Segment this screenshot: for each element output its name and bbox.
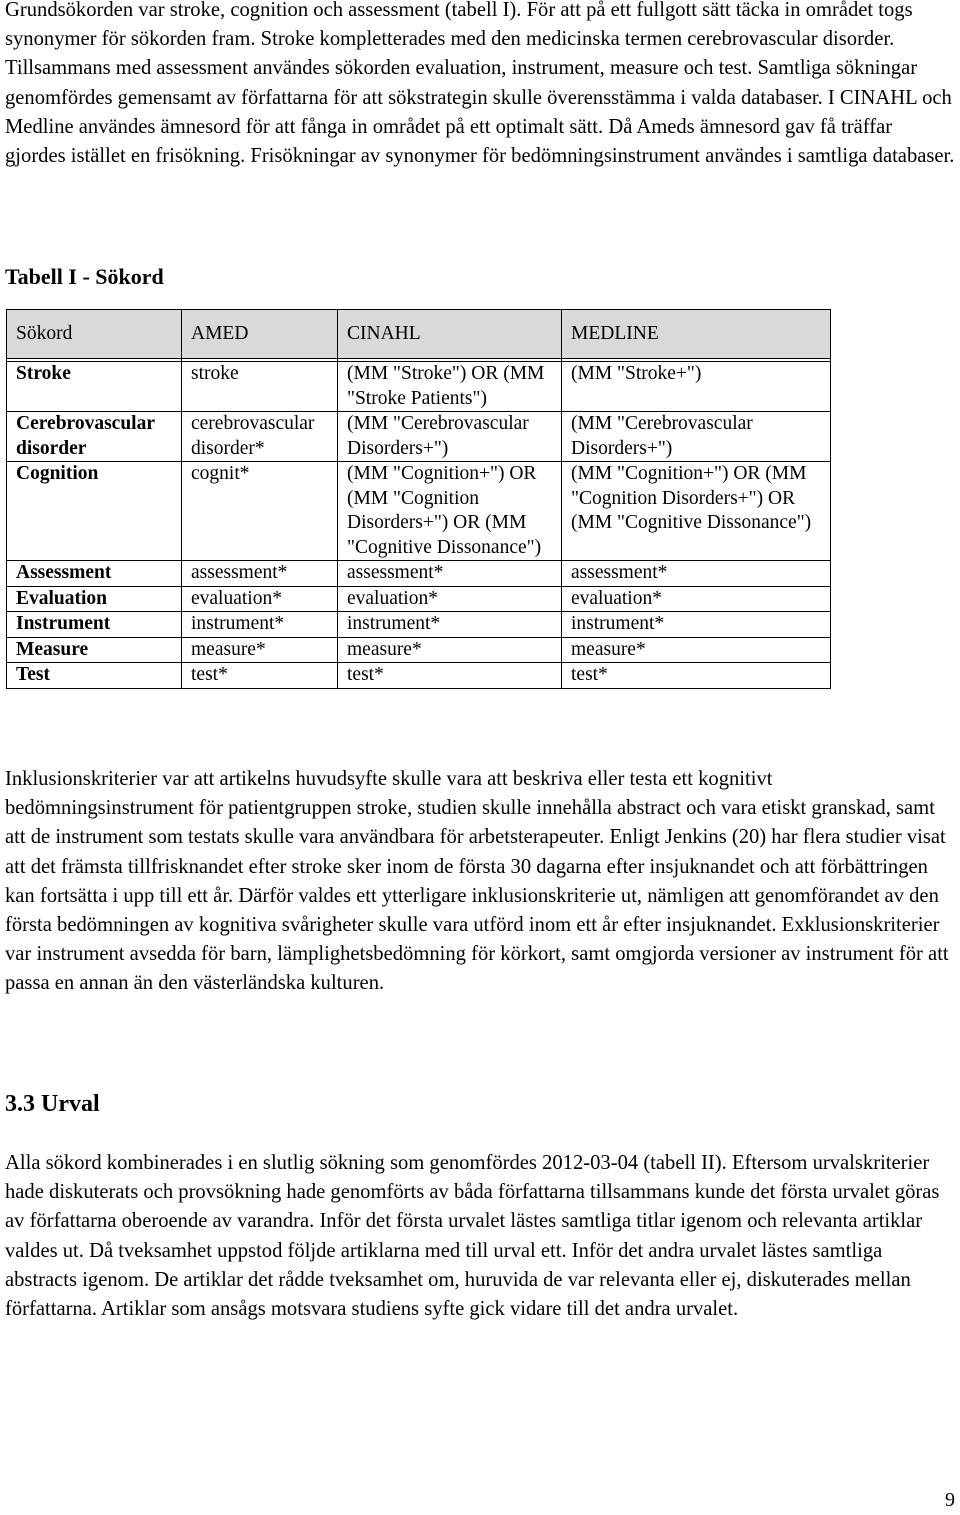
row-amed: cognit*: [182, 462, 338, 561]
row-cinahl: evaluation*: [338, 586, 562, 612]
row-medline: (MM "Cerebrovascular Disorders+"): [562, 412, 831, 462]
row-medline: evaluation*: [562, 586, 831, 612]
row-term: Stroke: [7, 362, 182, 412]
row-cinahl: assessment*: [338, 561, 562, 587]
row-amed: test*: [182, 663, 338, 689]
row-medline: measure*: [562, 637, 831, 663]
header-medline: MEDLINE: [562, 310, 831, 359]
table-row: [7, 663, 831, 689]
table-title: Tabell I - Sökord: [5, 264, 164, 289]
row-cinahl: (MM "Stroke") OR (MM "Stroke Patients"): [338, 362, 562, 412]
row-cinahl: (MM "Cognition+") OR (MM "Cognition Disorders+") OR (MM "Cognitive Dissonance"): [338, 462, 562, 561]
search-terms-table: [6, 309, 831, 689]
table-row: [7, 637, 831, 663]
row-cinahl: measure*: [338, 637, 562, 663]
table-header-row: [7, 310, 831, 359]
row-cinahl: test*: [338, 663, 562, 689]
row-term: Measure: [7, 637, 182, 663]
row-amed: stroke: [182, 362, 338, 412]
header-cinahl: CINAHL: [338, 310, 562, 359]
row-cinahl: (MM "Cerebrovascular Disorders+"): [338, 412, 562, 462]
table-row: [7, 561, 831, 587]
header-sokord: Sökord: [7, 310, 182, 359]
row-medline: assessment*: [562, 561, 831, 587]
row-term: Evaluation: [7, 586, 182, 612]
row-medline: (MM "Cognition+") OR (MM "Cognition Disorders+") OR (MM "Cognitive Dissonance"): [562, 462, 831, 561]
row-amed: measure*: [182, 637, 338, 663]
table-row: [7, 612, 831, 638]
row-amed: evaluation*: [182, 586, 338, 612]
table-row: [7, 462, 831, 561]
row-amed: assessment*: [182, 561, 338, 587]
row-term: Assessment: [7, 561, 182, 587]
header-amed: AMED: [182, 310, 338, 359]
row-medline: instrument*: [562, 612, 831, 638]
table-row: [7, 586, 831, 612]
row-term: Cognition: [7, 462, 182, 561]
inclusion-criteria-paragraph: Inklusionskriterier var att artikelns huvudsyfte skulle vara att beskriva eller testa ett kognitivt bedömningsinstrument för patientgruppen stroke, studien skulle innehålla abstract och vara etiskt granskad, samt att de instrument som testats skulle vara användbara för arbetsterapeuter. Enligt Jenkins (20) har flera studier visat att det främsta tillfrisknandet efter stroke sker inom de första 30 dagarna efter insjuknandet och att förbättringen kan fortsätta i upp till ett år. Därför valdes ett ytterligare inklusionskriterie ut, nämligen att genomförandet av den första bedömningen av kognitiva svårigheter skulle vara utförd inom ett år efter insjuknandet. Exklusionskriterier var instrument avsedda för barn, lämplighetsbedömning för körkort, samt omgjorda versioner av instrument för att passa en annan än den västerländska kulturen.: [5, 768, 949, 995]
row-medline: test*: [562, 663, 831, 689]
row-term: Test: [7, 663, 182, 689]
section-heading: 3.3 Urval: [5, 1091, 100, 1117]
selection-paragraph: Alla sökord kombinerades i en slutlig sökning som genomfördes 2012-03-04 (tabell II). Eftersom urvalskriterier hade diskuterats och provsökning hade genomförts av båda författarna tillsammans kunde det första urvalet göras av författarna oberoende av varandra. Inför det första urvalet lästes samtliga titlar igenom och relevanta artiklar valdes ut. Då tveksamhet uppstod följde artiklarna med till urval ett. Inför det andra urvalet lästes samtliga abstracts igenom. De artiklar det rådde tveksamhet om, huruvida de var relevanta eller ej, diskuterades mellan författarna. Artiklar som ansågs motsvara studiens syfte gick vidare till det andra urvalet.: [5, 1152, 940, 1321]
row-amed: instrument*: [182, 612, 338, 638]
row-term: Cerebrovascular disorder: [7, 412, 182, 462]
table-row: [7, 412, 831, 462]
row-amed: cerebrovascular disorder*: [182, 412, 338, 462]
intro-paragraph: Grundsökorden var stroke, cognition och assessment (tabell I). För att på ett fullgott sätt täcka in området togs synonymer för sökorden fram. Stroke kompletterades med den medicinska termen cerebrovascular disorder. Tillsammans med assessment användes sökorden evaluation, instrument, measure och test. Samtliga sökningar genomfördes gemensamt av författarna för att sökstrategin skulle överensstämma i valda databaser. I CINAHL och Medline användes ämnesord för att fånga in området på ett optimalt sätt. Då Ameds ämnesord gav få träffar gjordes istället en frisökning. Frisökningar av synonymer för bedömningsinstrument användes i samtliga databaser.: [5, 0, 955, 168]
row-medline: (MM "Stroke+"): [562, 362, 831, 412]
page-number: 9: [945, 1489, 955, 1511]
row-term: Instrument: [7, 612, 182, 638]
table-row: [7, 362, 831, 412]
row-cinahl: instrument*: [338, 612, 562, 638]
